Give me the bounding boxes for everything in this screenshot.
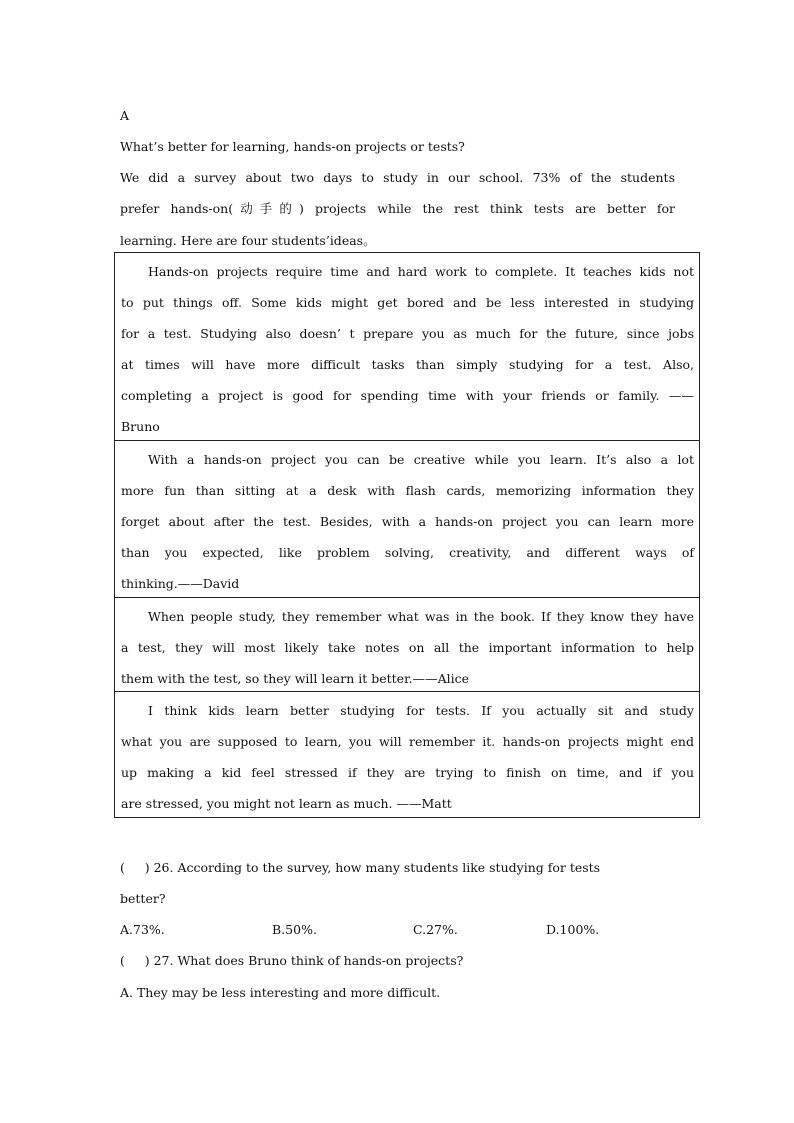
intro-line: learning. Here are four students’ideas。	[120, 233, 376, 248]
intro-line: We did a survey about two days to study in our school. 73% of the students	[120, 170, 675, 185]
opinion-line: completing a project is good for spending time with your friends or family. ——	[121, 388, 694, 403]
opinion-line: Hands-on projects require time and hard work to complete. It teaches kids not	[148, 264, 694, 279]
q26-option-d: D.100%.	[546, 922, 600, 937]
opinion-line: forget about after the test. Besides, with a hands-on project you can learn more	[121, 514, 694, 529]
q26-option-c: C.27%.	[413, 922, 458, 937]
section-label: A	[120, 108, 130, 123]
question-26-continued: better?	[120, 891, 166, 906]
opinion-author: are stressed, you might not learn as much. ——Matt	[121, 796, 452, 811]
opinion-author: them with the test, so they will learn it better.——Alice	[121, 671, 470, 686]
opinion-line: up making a kid feel stressed if they are trying to finish on time, and if you	[121, 765, 694, 780]
opinion-line: for a test. Studying also doesn’ t prepare you as much for the future, since jobs	[121, 326, 694, 341]
q26-option-a: A.73%.	[120, 922, 165, 937]
opinion-line: I think kids learn better studying for tests. If you actually sit and study	[148, 703, 694, 718]
q27-option-a: A. They may be less interesting and more difficult.	[120, 985, 441, 1000]
opinion-line: than you expected, like problem solving, creativity, and different ways of	[121, 545, 694, 560]
opinion-line: a test, they will most likely take notes on all the important information to help	[121, 640, 694, 655]
opinion-box-matt	[114, 691, 700, 818]
opinion-line: to put things off. Some kids might get bored and be less interested in studying	[121, 295, 694, 310]
opinion-line: With a hands-on project you can be creative while you learn. It’s also a lot	[148, 452, 694, 467]
opinion-author: Bruno	[121, 419, 160, 434]
opinion-box-david	[114, 440, 700, 598]
opinion-box-bruno	[114, 252, 700, 441]
passage-question: What’s better for learning, hands-on projects or tests?	[120, 139, 465, 154]
opinion-line: more fun than sitting at a desk with flash cards, memorizing information they	[121, 483, 694, 498]
opinion-line: at times will have more difficult tasks than simply studying for a test. Also,	[121, 357, 694, 372]
opinion-author: thinking.——David	[121, 576, 240, 591]
question-26: ( ) 26. According to the survey, how many students like studying for tests	[120, 860, 601, 875]
opinion-box-alice	[114, 597, 700, 692]
question-27: ( ) 27. What does Bruno think of hands-on projects?	[120, 953, 464, 968]
opinion-line: what you are supposed to learn, you will remember it. hands-on projects might end	[121, 734, 694, 749]
intro-line: prefer hands-on(动手的) projects while the rest think tests are better for	[120, 201, 675, 216]
opinion-line: When people study, they remember what was in the book. If they know they have	[148, 609, 694, 624]
q26-option-b: B.50%.	[272, 922, 317, 937]
